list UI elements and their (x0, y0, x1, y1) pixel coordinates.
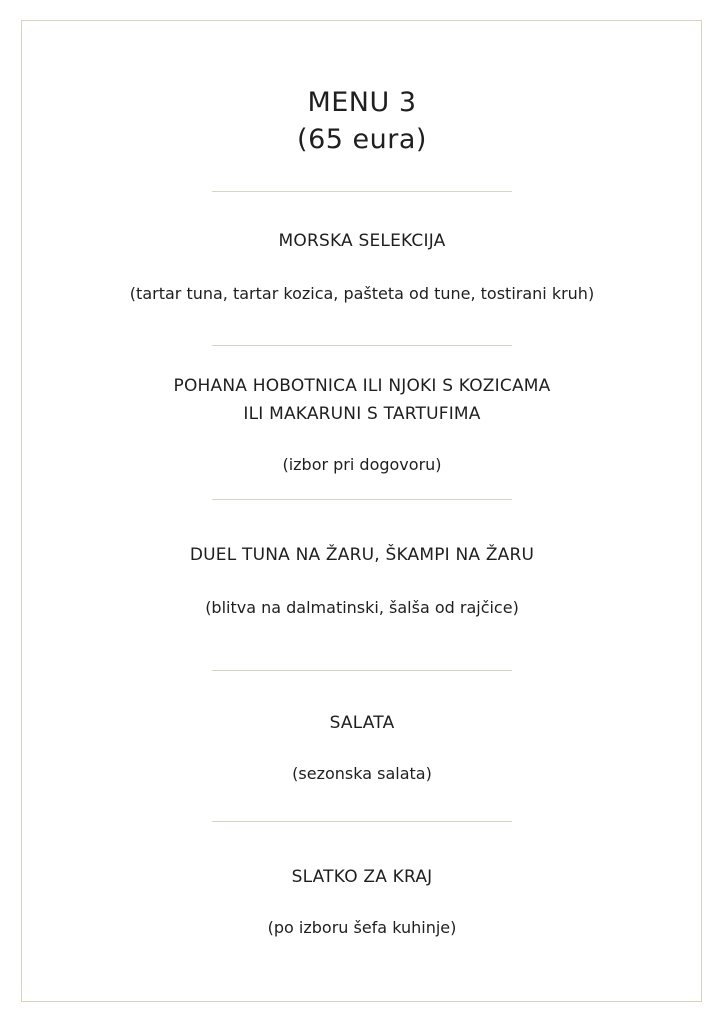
divider (212, 345, 512, 346)
course-description: (blitva na dalmatinski, šalša od rajčice) (205, 598, 519, 617)
divider (212, 670, 512, 671)
course-name: MORSKA SELEKCIJA (278, 231, 446, 251)
course-name: DUEL TUNA NA ŽARU, ŠKAMPI NA ŽARU (189, 545, 535, 565)
divider (212, 499, 512, 500)
course-description: (izbor pri dogovoru) (282, 455, 442, 474)
divider (212, 821, 512, 822)
course-name: SALATA (329, 713, 395, 733)
divider (212, 191, 512, 192)
course-name: ILI MAKARUNI S TARTUFIMA (243, 404, 481, 424)
course-name: POHANA HOBOTNICA ILI NJOKI S KOZICAMA (173, 376, 551, 396)
course-name: SLATKO ZA KRAJ (291, 867, 433, 887)
course-description: (po izboru šefa kuhinje) (267, 918, 457, 937)
course-description: (sezonska salata) (292, 764, 432, 783)
menu-title: MENU 3 (307, 87, 417, 118)
course-description: (tartar tuna, tartar kozica, pašteta od tune, tostirani kruh) (129, 284, 595, 303)
page-border (21, 20, 702, 1002)
menu-price: (65 eura) (297, 124, 427, 155)
